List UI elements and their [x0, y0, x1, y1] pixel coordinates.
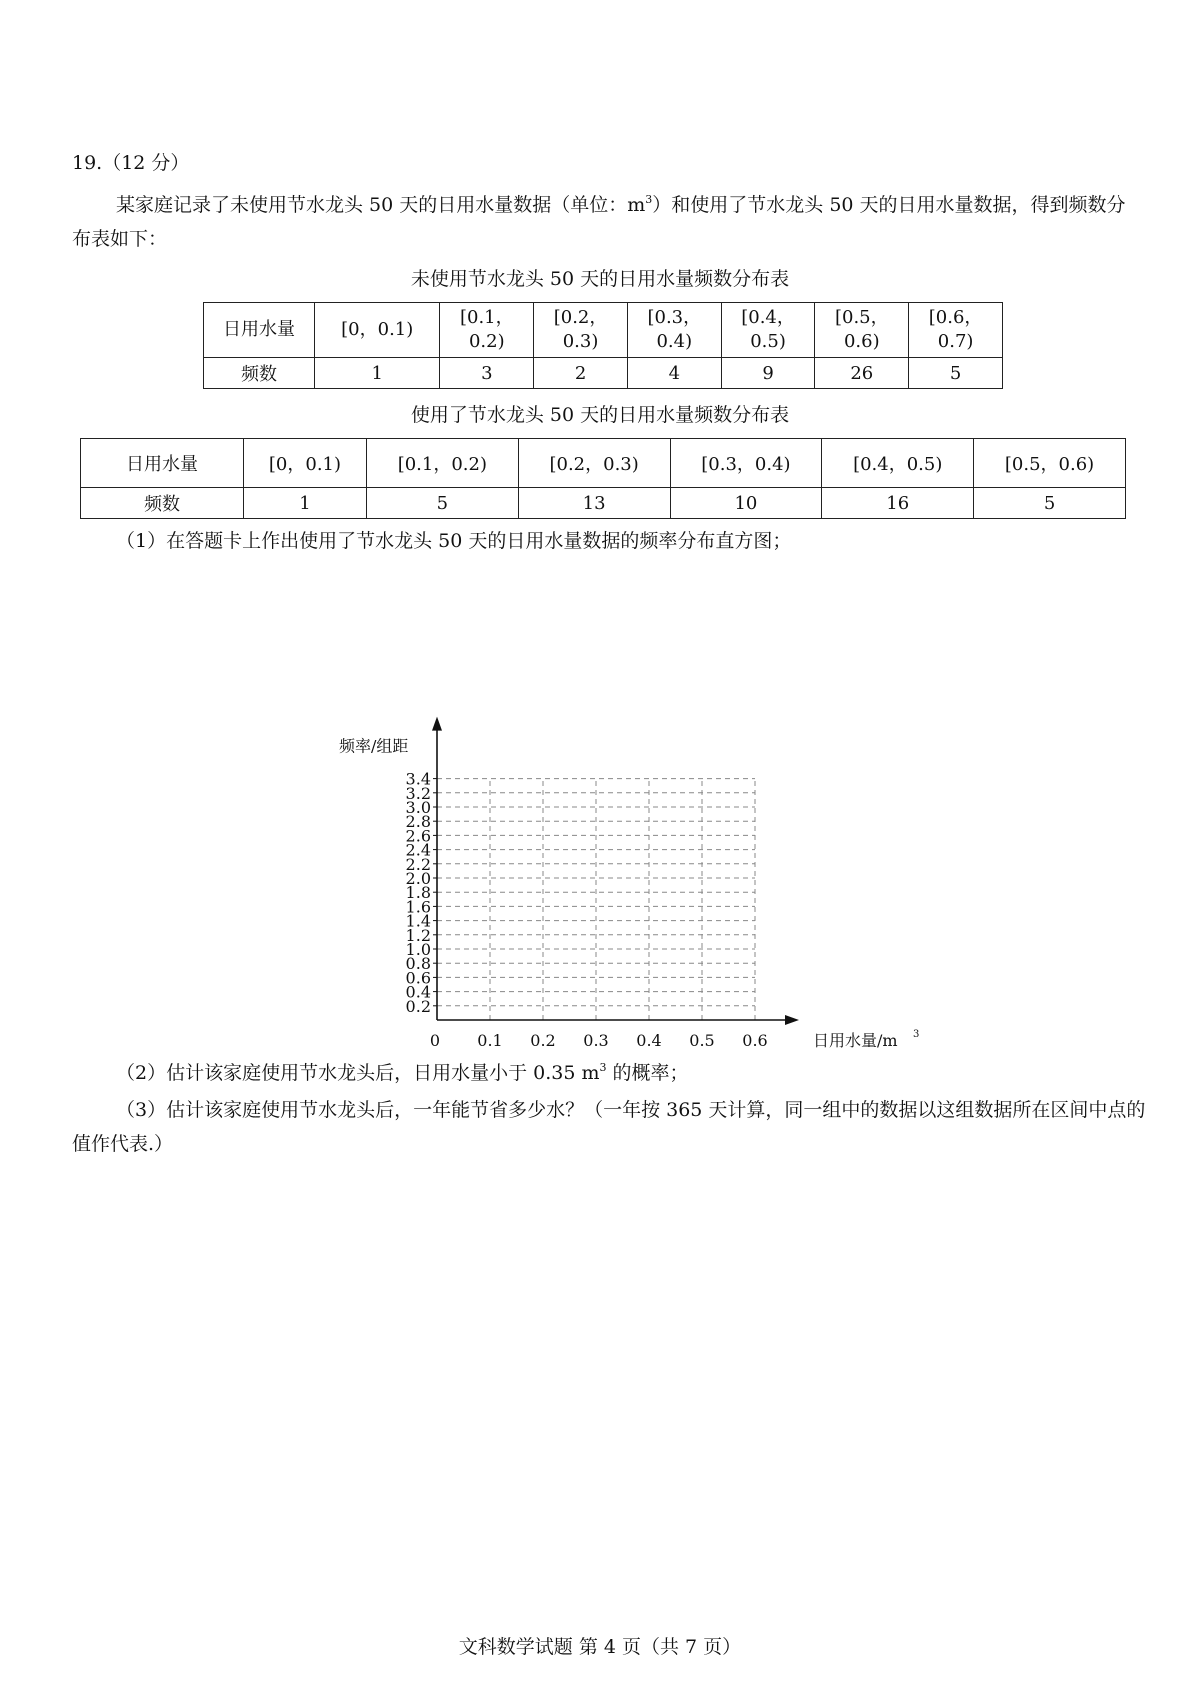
- y-tick-label: 2.8: [405, 812, 431, 832]
- table1-interval-cell: [0.1， 0.2): [440, 303, 534, 358]
- y-tick-label: 1.6: [405, 897, 431, 917]
- intro-text-before: 某家庭记录了未使用节水龙头 50 天的日用水量数据（单位：m: [116, 194, 646, 216]
- table2-interval-cell: [0.5，0.6): [974, 439, 1126, 488]
- part2-after: 的概率；: [606, 1062, 689, 1084]
- table1-count-cell: 2: [534, 358, 628, 389]
- y-tick-label: 0.4: [405, 982, 431, 1002]
- y-tick-label: 2.4: [405, 840, 431, 860]
- table2-count-cell: 13: [518, 488, 670, 519]
- x-tick-label: 0.4: [636, 1031, 662, 1050]
- y-axis-label: 频率/组距: [339, 736, 409, 756]
- part2-superscript: 3: [599, 1061, 607, 1074]
- table2-count-cell: 5: [366, 488, 518, 519]
- table1-interval-cell: [0.2， 0.3): [534, 303, 628, 358]
- origin-label: 0: [429, 1031, 441, 1050]
- x-tick-label: 0.3: [583, 1031, 609, 1050]
- part3-text: （3）估计该家庭使用节水龙头后，一年能节省多少水？（一年按 365 天计算，同一组中的数据以这组数据所在区间中点的值作代表.）: [72, 1099, 1146, 1155]
- table1-interval-cell: [0，0.1): [315, 303, 440, 358]
- table1-interval-cell: [0.3， 0.4): [627, 303, 721, 358]
- y-tick-label: 3.0: [405, 798, 431, 817]
- x-tick-label: 0.6: [742, 1031, 768, 1050]
- table1-count-cell: 5: [909, 358, 1003, 389]
- table2-interval-cell: [0，0.1): [244, 439, 367, 488]
- y-tick-label: 0.6: [405, 968, 431, 988]
- x-axis-arrow: [785, 1015, 799, 1025]
- y-tick-label: 2.2: [405, 854, 431, 874]
- table2-interval-cell: [0.1，0.2): [366, 439, 518, 488]
- table2-count-cell: 16: [822, 488, 974, 519]
- y-tick-label: 1.2: [405, 925, 431, 945]
- y-tick-label: 1.4: [405, 911, 431, 931]
- y-tick-label: 2.6: [405, 826, 431, 846]
- table1-row-header: 日用水量: [204, 303, 315, 358]
- table1-count-cell: 3: [440, 358, 534, 389]
- table2-interval-cell: [0.3，0.4): [670, 439, 822, 488]
- table2-count-header: 频数: [81, 488, 244, 519]
- table1-count-cell: 26: [815, 358, 909, 389]
- table2-interval-cell: [0.4，0.5): [822, 439, 974, 488]
- y-axis-arrow: [432, 717, 442, 731]
- x-tick-label: 0.2: [530, 1031, 556, 1050]
- y-tick-label: 1.8: [405, 883, 431, 903]
- table2-count-cell: 10: [670, 488, 822, 519]
- table1-count-header: 频数: [204, 358, 315, 389]
- x-axis-label: 日用水量/m: [813, 1031, 898, 1050]
- table1-interval-cell: [0.5， 0.6): [815, 303, 909, 358]
- y-tick-label: 1.0: [405, 940, 431, 959]
- x-tick-label: 0.5: [689, 1031, 715, 1050]
- table2-caption: 使用了节水龙头 50 天的日用水量频数分布表: [410, 404, 790, 426]
- x-axis-label-superscript: 3: [913, 1029, 920, 1040]
- unit-superscript: 3: [645, 193, 653, 206]
- question-number: 19.（12 分）: [72, 152, 190, 174]
- table1-interval-cell: [0.4， 0.5): [721, 303, 815, 358]
- table1-interval-cell: [0.6， 0.7): [909, 303, 1003, 358]
- intro-text-after: ）和使用了节水龙头 50 天的日用水量数据，得到频数分布表如下：: [72, 194, 1126, 250]
- y-tick-label: 3.2: [405, 783, 431, 803]
- page-footer: 文科数学试题 第 4 页（共 7 页）: [458, 1636, 742, 1658]
- table1-count-cell: 9: [721, 358, 815, 389]
- table2-count-cell: 1: [244, 488, 367, 519]
- table1-caption: 未使用节水龙头 50 天的日用水量频数分布表: [410, 268, 790, 290]
- x-tick-label: 0.1: [477, 1031, 503, 1050]
- y-tick-label: 0.8: [405, 954, 431, 974]
- part2-text: [72, 1056, 1152, 1090]
- table2-row-header: 日用水量: [81, 439, 244, 488]
- table1-count-cell: 1: [315, 358, 440, 389]
- y-tick-label: 3.4: [405, 769, 431, 789]
- table1-count-cell: 4: [627, 358, 721, 389]
- table2-interval-cell: [0.2，0.3): [518, 439, 670, 488]
- part1-text: （1）在答题卡上作出使用了节水龙头 50 天的日用水量数据的频率分布直方图；: [116, 530, 792, 552]
- y-tick-label: 0.2: [405, 996, 431, 1016]
- y-tick-label: 2.0: [405, 869, 431, 888]
- part2-before: （2）估计该家庭使用节水龙头后，日用水量小于 0.35 m: [116, 1062, 600, 1084]
- table2-count-cell: 5: [974, 488, 1126, 519]
